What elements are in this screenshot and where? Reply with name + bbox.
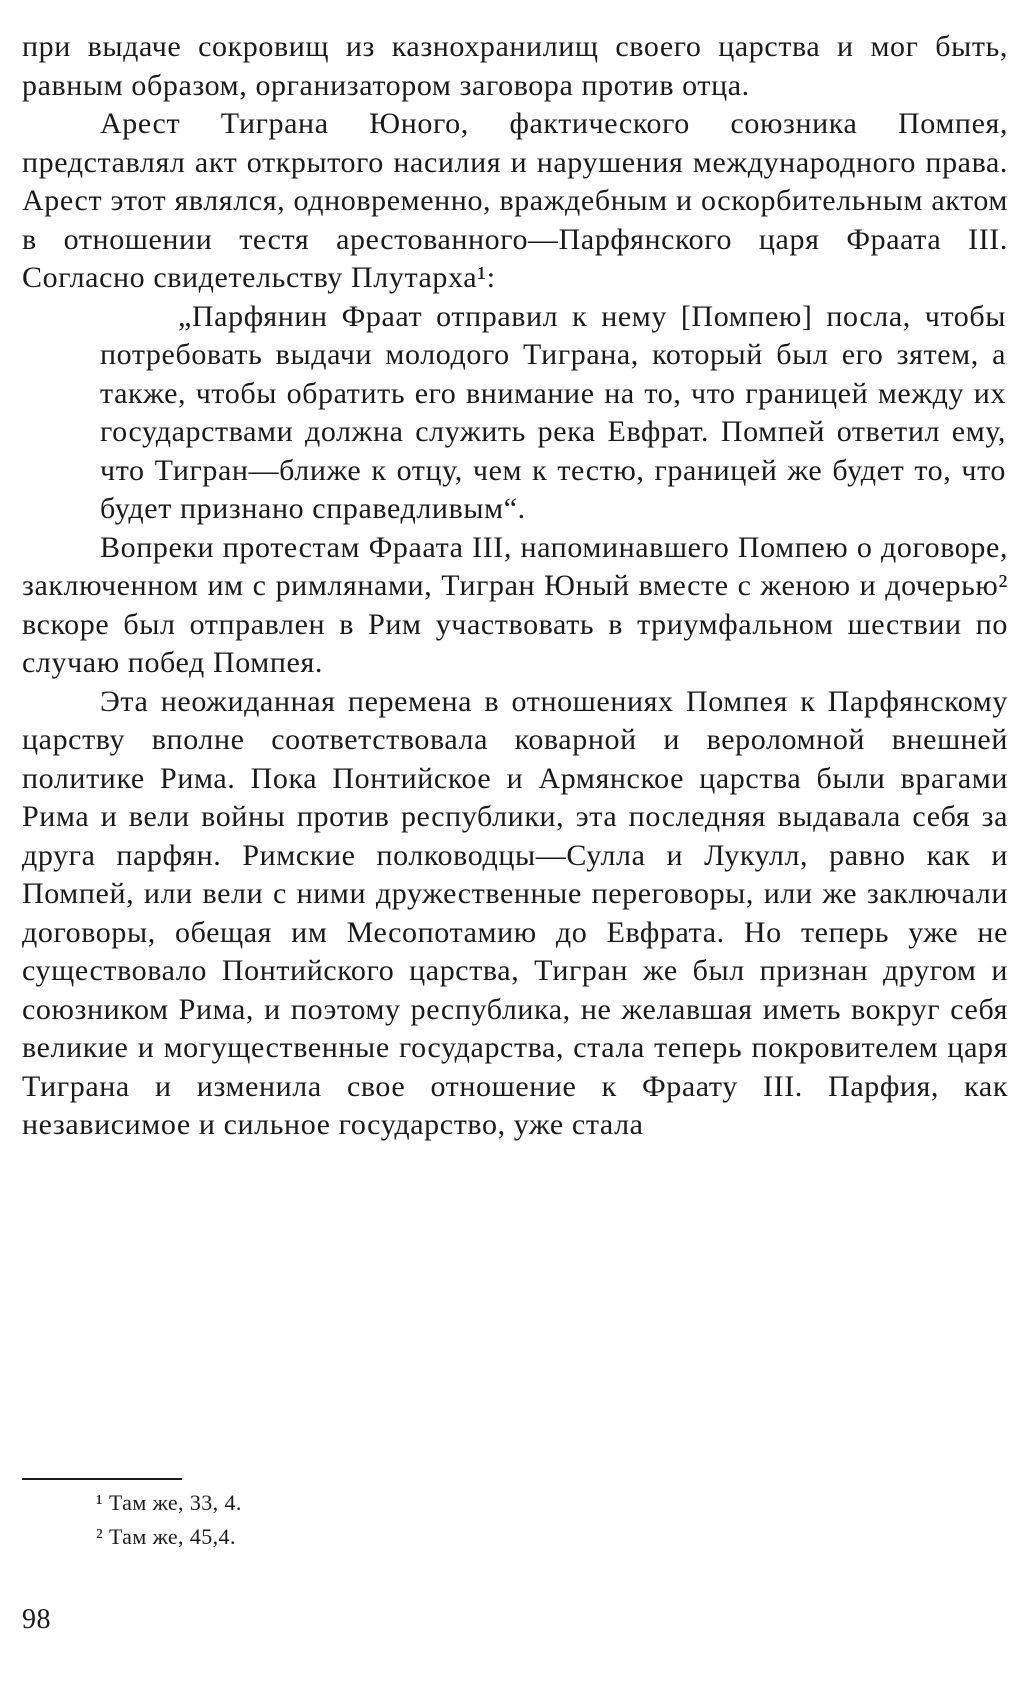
paragraph-policy: Эта неожиданная перемена в отношениях Помпея к Парфянскому царству вполне соответствовала коварной и вероломной внешней политике Рима. Пока Понтийское и Армянское царства были врагами Рима и вели войны против республики, эта последняя выдавала себя за друга парфян. Римские полководцы—Сулла и Лукулл, равно как и Помпей, или вели с ними дружественные переговоры, или же заключали договоры, обещая им Месопотамию до Евфрата. Но теперь уже не существовало Понтийского царства, Тигран же был признан другом и союзником Рима, и поэтому республика, не желавшая иметь вокруг себя великие и могущественные государства, стала теперь покровителем царя Тиграна и изменила свое отношение к Фраату III. Парфия, как независимое и сильное государство, уже стала (22, 684, 1008, 1141)
footnote-2: ² Там же, 45,4. (96, 1524, 236, 1549)
plutarch-quote: „Парфянин Фраат отправил к нему [Помпею] посла, чтобы потребовать выдачи молодого Тиграна, который был его зятем, а также, чтобы обратить его внимание на то, что границей между их государствами должна служить река Евфрат. Помпей ответил ему, что Тигран—ближе к отцу, чем к тестю, границей же будет то, что будет признано справедливым“. (100, 299, 1006, 525)
footnote-divider (22, 1478, 182, 1480)
footnotes (96, 1486, 796, 1554)
paragraph-continuation: при выдаче сокровищ из казнохранилищ своего царства и мог быть, равным образом, организатором заговора против отца. (22, 30, 1008, 102)
footnote-1: ¹ Там же, 33, 4. (96, 1490, 242, 1515)
main-text (22, 28, 1008, 1145)
paragraph-arrest: Арест Тиграна Юного, фактического союзника Помпея, представлял акт открытого насилия и нарушения международного права. Арест этот являлся, одновременно, враждебным и оскорбительным актом в отношении тестя арестованного—Парфянского царя Фраата III. Согласно свидетельству Плутарха¹: (22, 107, 1008, 294)
page-number: 98 (22, 1604, 51, 1635)
paragraph-protests: Вопреки протестам Фраата III, напоминавшего Помпею о договоре, заключенном им с римлянами, Тигран Юный вместе с женою и дочерью² вскоре был отправлен в Рим участвовать в триумфальном шествии по случаю побед Помпея. (22, 530, 1008, 679)
